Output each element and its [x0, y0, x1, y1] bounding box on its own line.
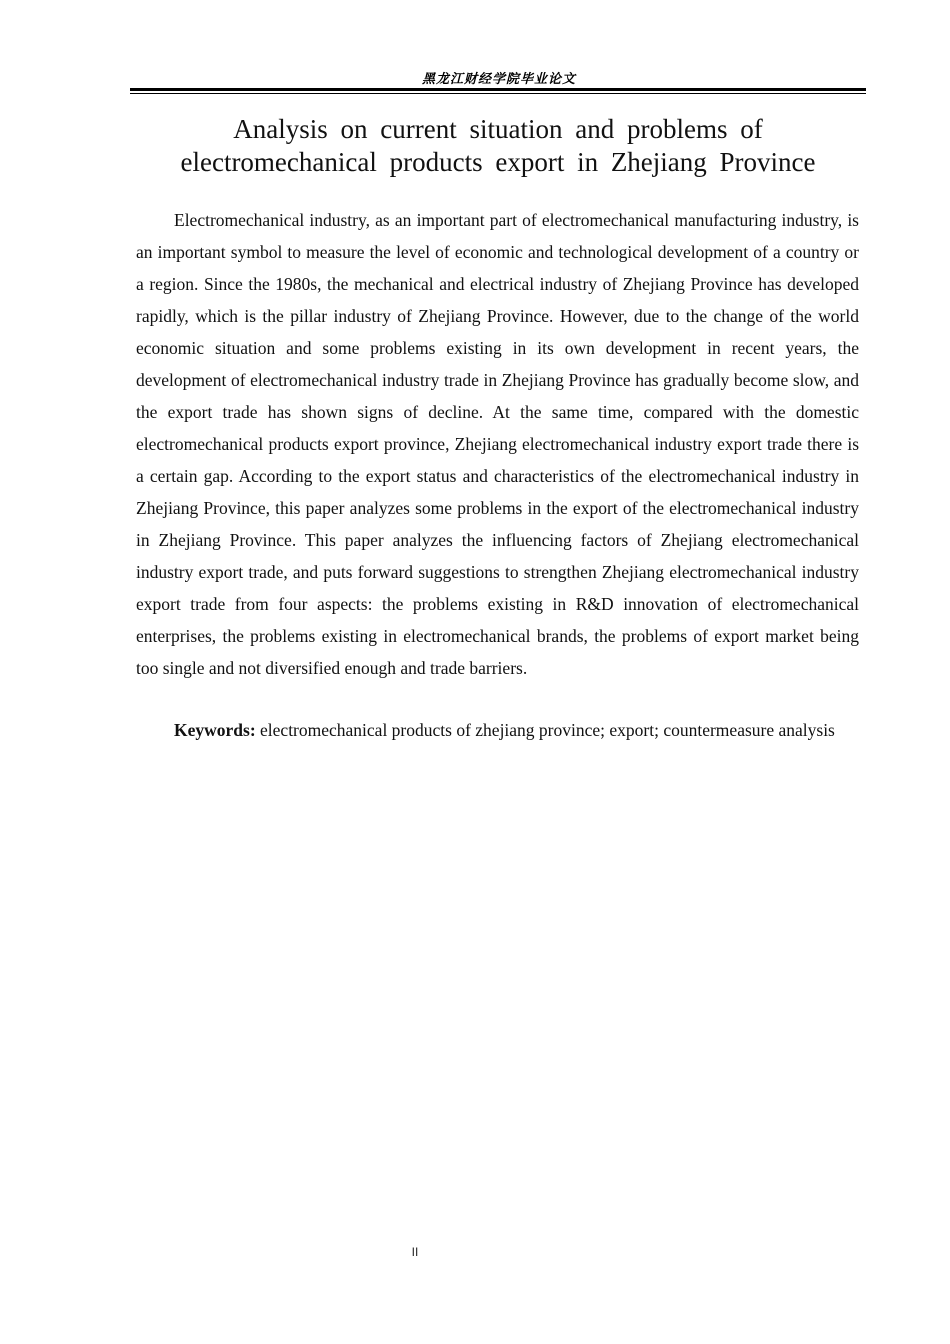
keywords-text: electromechanical products of zhejiang province; export; countermeasure analysis	[260, 720, 835, 740]
header-rule-thin	[130, 93, 866, 94]
keywords-label: Keywords:	[174, 720, 256, 740]
abstract-paragraph: Electromechanical industry, as an important part of electromechanical manufacturing industry, is an important symbol to measure the level of economic and technological development of a country or a region. Since the 1980s, the mechanical and electrical industry of Zhejiang Province has developed rapidly, which is the pillar industry of Zhejiang Province. However, due to the change of the world economic situation and some problems existing in its own development in recent years, the development of electromechanical industry trade in Zhejiang Province has gradually become slow, and the export trade has shown signs of decline. At the same time, compared with the domestic electromechanical products export province, Zhejiang electromechanical industry export trade there is a certain gap. According to the export status and characteristics of the electromechanical industry in Zhejiang Province, this paper analyzes some problems in the export of the electromechanical industry in Zhejiang Province. This paper analyzes the influencing factors of Zhejiang electromechanical industry export trade, and puts forward suggestions to strengthen Zhejiang electromechanical industry export trade from four aspects: the problems existing in R&D innovation of electromechanical enterprises, the problems existing in electromechanical brands, the problems of export market being too single and not diversified enough and trade barriers.	[136, 210, 859, 678]
paper-title	[140, 113, 856, 179]
header-rule-thick	[130, 88, 866, 91]
keywords-paragraph	[136, 714, 859, 746]
title-line-1: Analysis on current situation and problems of	[233, 114, 763, 144]
page-number: II	[411, 1245, 419, 1259]
title-line-2: electromechanical products export in Zhejiang Province	[180, 147, 816, 177]
running-header: 黑龙江财经学院毕业论文	[421, 72, 576, 87]
